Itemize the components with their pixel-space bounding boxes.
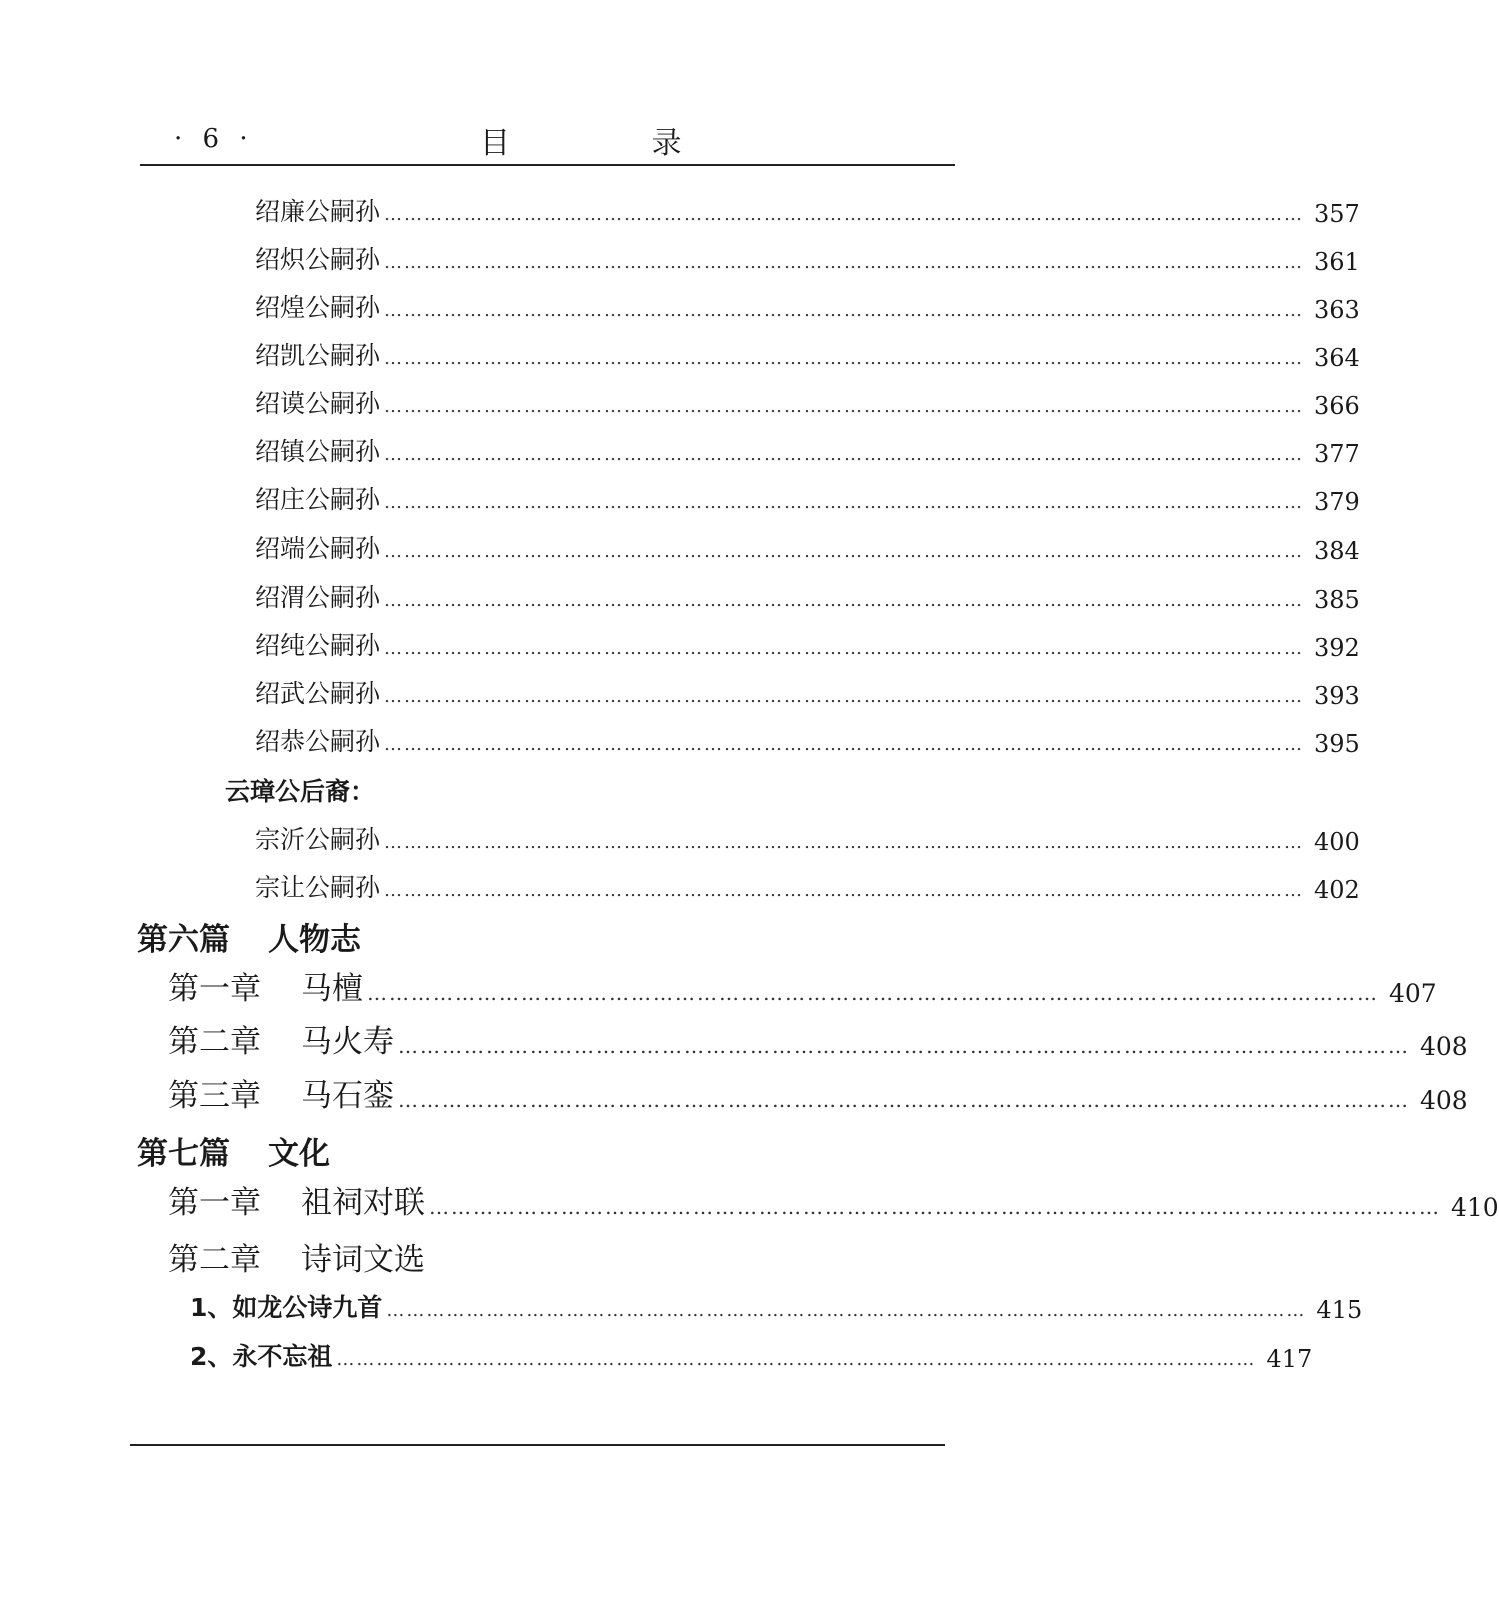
toc-item[interactable] [190,1337,1313,1373]
page-header [140,116,955,162]
toc-item[interactable] [190,1288,1363,1324]
toc-entry[interactable] [255,531,1360,565]
item-number: 2、 [190,1342,233,1371]
entry-page: 402 [1314,876,1360,904]
entry-label: 宗让公嗣孙 [255,873,381,902]
header-rule [140,164,955,166]
dot-leader: ………………………………………………………………………………………………………………………… [384,444,1305,465]
entry-label: 绍煌公嗣孙 [255,293,381,322]
toc-chapter[interactable] [168,1075,1468,1115]
part-title: 人物志 [268,922,361,958]
toc-entry[interactable] [255,628,1360,662]
entry-label: 绍炽公嗣孙 [255,245,381,274]
entry-label: 绍武公嗣孙 [255,679,381,708]
page-title: 目 录 [480,126,748,161]
entry-page: 377 [1314,440,1360,468]
toc-entry[interactable] [255,870,1360,904]
toc-entry[interactable] [255,822,1360,856]
entry-page: 392 [1314,634,1360,662]
entry-label: 宗沂公嗣孙 [255,825,381,854]
entry-label: 绍廉公嗣孙 [255,197,381,226]
chapter-title: 马檀 [301,971,363,1007]
dot-leader: ………………………………………………………………………………………………………………………… [384,348,1305,369]
toc-entry[interactable] [255,338,1360,372]
chapter-number: 第一章 [168,1185,261,1221]
chapter-page: 407 [1389,979,1437,1008]
part-number: 第七篇 [137,1136,230,1172]
toc-chapter[interactable] [168,1021,1468,1061]
chapter-title: 祖祠对联 [301,1185,425,1221]
chapter-number: 第三章 [168,1078,261,1114]
dot-leader: ………………………………………………………………………………………………………………………… [336,1349,1257,1370]
group-heading: 云璋公后裔： [225,777,376,806]
page-number: · 6 · [174,124,254,154]
dot-leader: ………………………………………………………………………………………………………………………… [384,880,1305,901]
toc-chapter[interactable] [168,968,1437,1008]
part-number: 第六篇 [137,922,230,958]
entry-page: 385 [1314,586,1360,614]
entry-label: 绍镇公嗣孙 [255,437,381,466]
chapter-page: 410 [1451,1193,1499,1222]
item-page: 417 [1266,1345,1313,1373]
chapter-number: 第二章 [168,1024,261,1060]
item-title: 永不忘祖 [232,1342,333,1371]
dot-leader: ………………………………………………………………………………………………………………………… [367,981,1379,1005]
entry-page: 363 [1314,296,1360,324]
dot-leader: ………………………………………………………………………………………………………………………… [384,734,1305,755]
chapter-number: 第一章 [168,971,261,1007]
entry-page: 395 [1314,730,1360,758]
item-number: 1、 [190,1293,233,1322]
entry-page: 393 [1314,682,1360,710]
chapter-title: 诗词文选 [301,1242,425,1278]
dot-leader: ………………………………………………………………………………………………………………………… [384,252,1305,273]
entry-page: 366 [1314,392,1360,420]
toc-entry[interactable] [255,242,1360,276]
entry-label: 绍凯公嗣孙 [255,341,381,370]
entry-label: 绍端公嗣孙 [255,534,381,563]
dot-leader: ………………………………………………………………………………………………………………………… [386,1300,1307,1321]
chapter-title: 马火寿 [301,1024,394,1060]
entry-page: 361 [1314,248,1360,276]
entry-page: 379 [1314,488,1360,516]
dot-leader: ………………………………………………………………………………………………………………………… [384,832,1305,853]
toc-entry[interactable] [255,482,1360,516]
toc-entry[interactable] [255,676,1360,710]
chapter-page: 408 [1420,1032,1468,1061]
dot-leader: ………………………………………………………………………………………………………………………… [384,638,1305,659]
toc-chapter-heading[interactable] [168,1234,425,1279]
dot-leader: ………………………………………………………………………………………………………………………… [384,204,1305,225]
entry-label: 绍恭公嗣孙 [255,727,381,756]
entry-label: 绍渭公嗣孙 [255,583,381,612]
dot-leader: ………………………………………………………………………………………………………………………… [384,590,1305,611]
dot-leader: ………………………………………………………………………………………………………………………… [398,1034,1410,1058]
entry-page: 400 [1314,828,1360,856]
toc-entry[interactable] [255,386,1360,420]
toc-entry[interactable] [255,194,1360,228]
entry-page: 384 [1314,537,1360,565]
toc-entry[interactable] [255,580,1360,614]
entry-label: 绍庄公嗣孙 [255,485,381,514]
part-heading [137,914,361,959]
dot-leader: ………………………………………………………………………………………………………………………… [398,1088,1410,1112]
dot-leader: ………………………………………………………………………………………………………………………… [384,541,1305,562]
chapter-page: 408 [1420,1086,1468,1115]
toc-chapter[interactable] [168,1182,1499,1222]
chapter-number: 第二章 [168,1242,261,1278]
dot-leader: ………………………………………………………………………………………………………………………… [429,1195,1441,1219]
toc-entry[interactable] [255,290,1360,324]
item-page: 415 [1316,1296,1363,1324]
dot-leader: ………………………………………………………………………………………………………………………… [384,300,1305,321]
chapter-title: 马石銮 [301,1078,394,1114]
dot-leader: ………………………………………………………………………………………………………………………… [384,396,1305,417]
entry-label: 绍纯公嗣孙 [255,631,381,660]
dot-leader: ………………………………………………………………………………………………………………………… [384,492,1305,513]
item-title: 如龙公诗九首 [232,1293,383,1322]
toc-entry[interactable] [255,434,1360,468]
entry-page: 364 [1314,344,1360,372]
entry-page: 357 [1314,200,1360,228]
entry-label: 绍谟公嗣孙 [255,389,381,418]
footer-rule [130,1444,945,1446]
part-heading [137,1128,330,1173]
part-title: 文化 [268,1136,330,1172]
dot-leader: ………………………………………………………………………………………………………………………… [384,686,1305,707]
toc-entry[interactable] [255,724,1360,758]
